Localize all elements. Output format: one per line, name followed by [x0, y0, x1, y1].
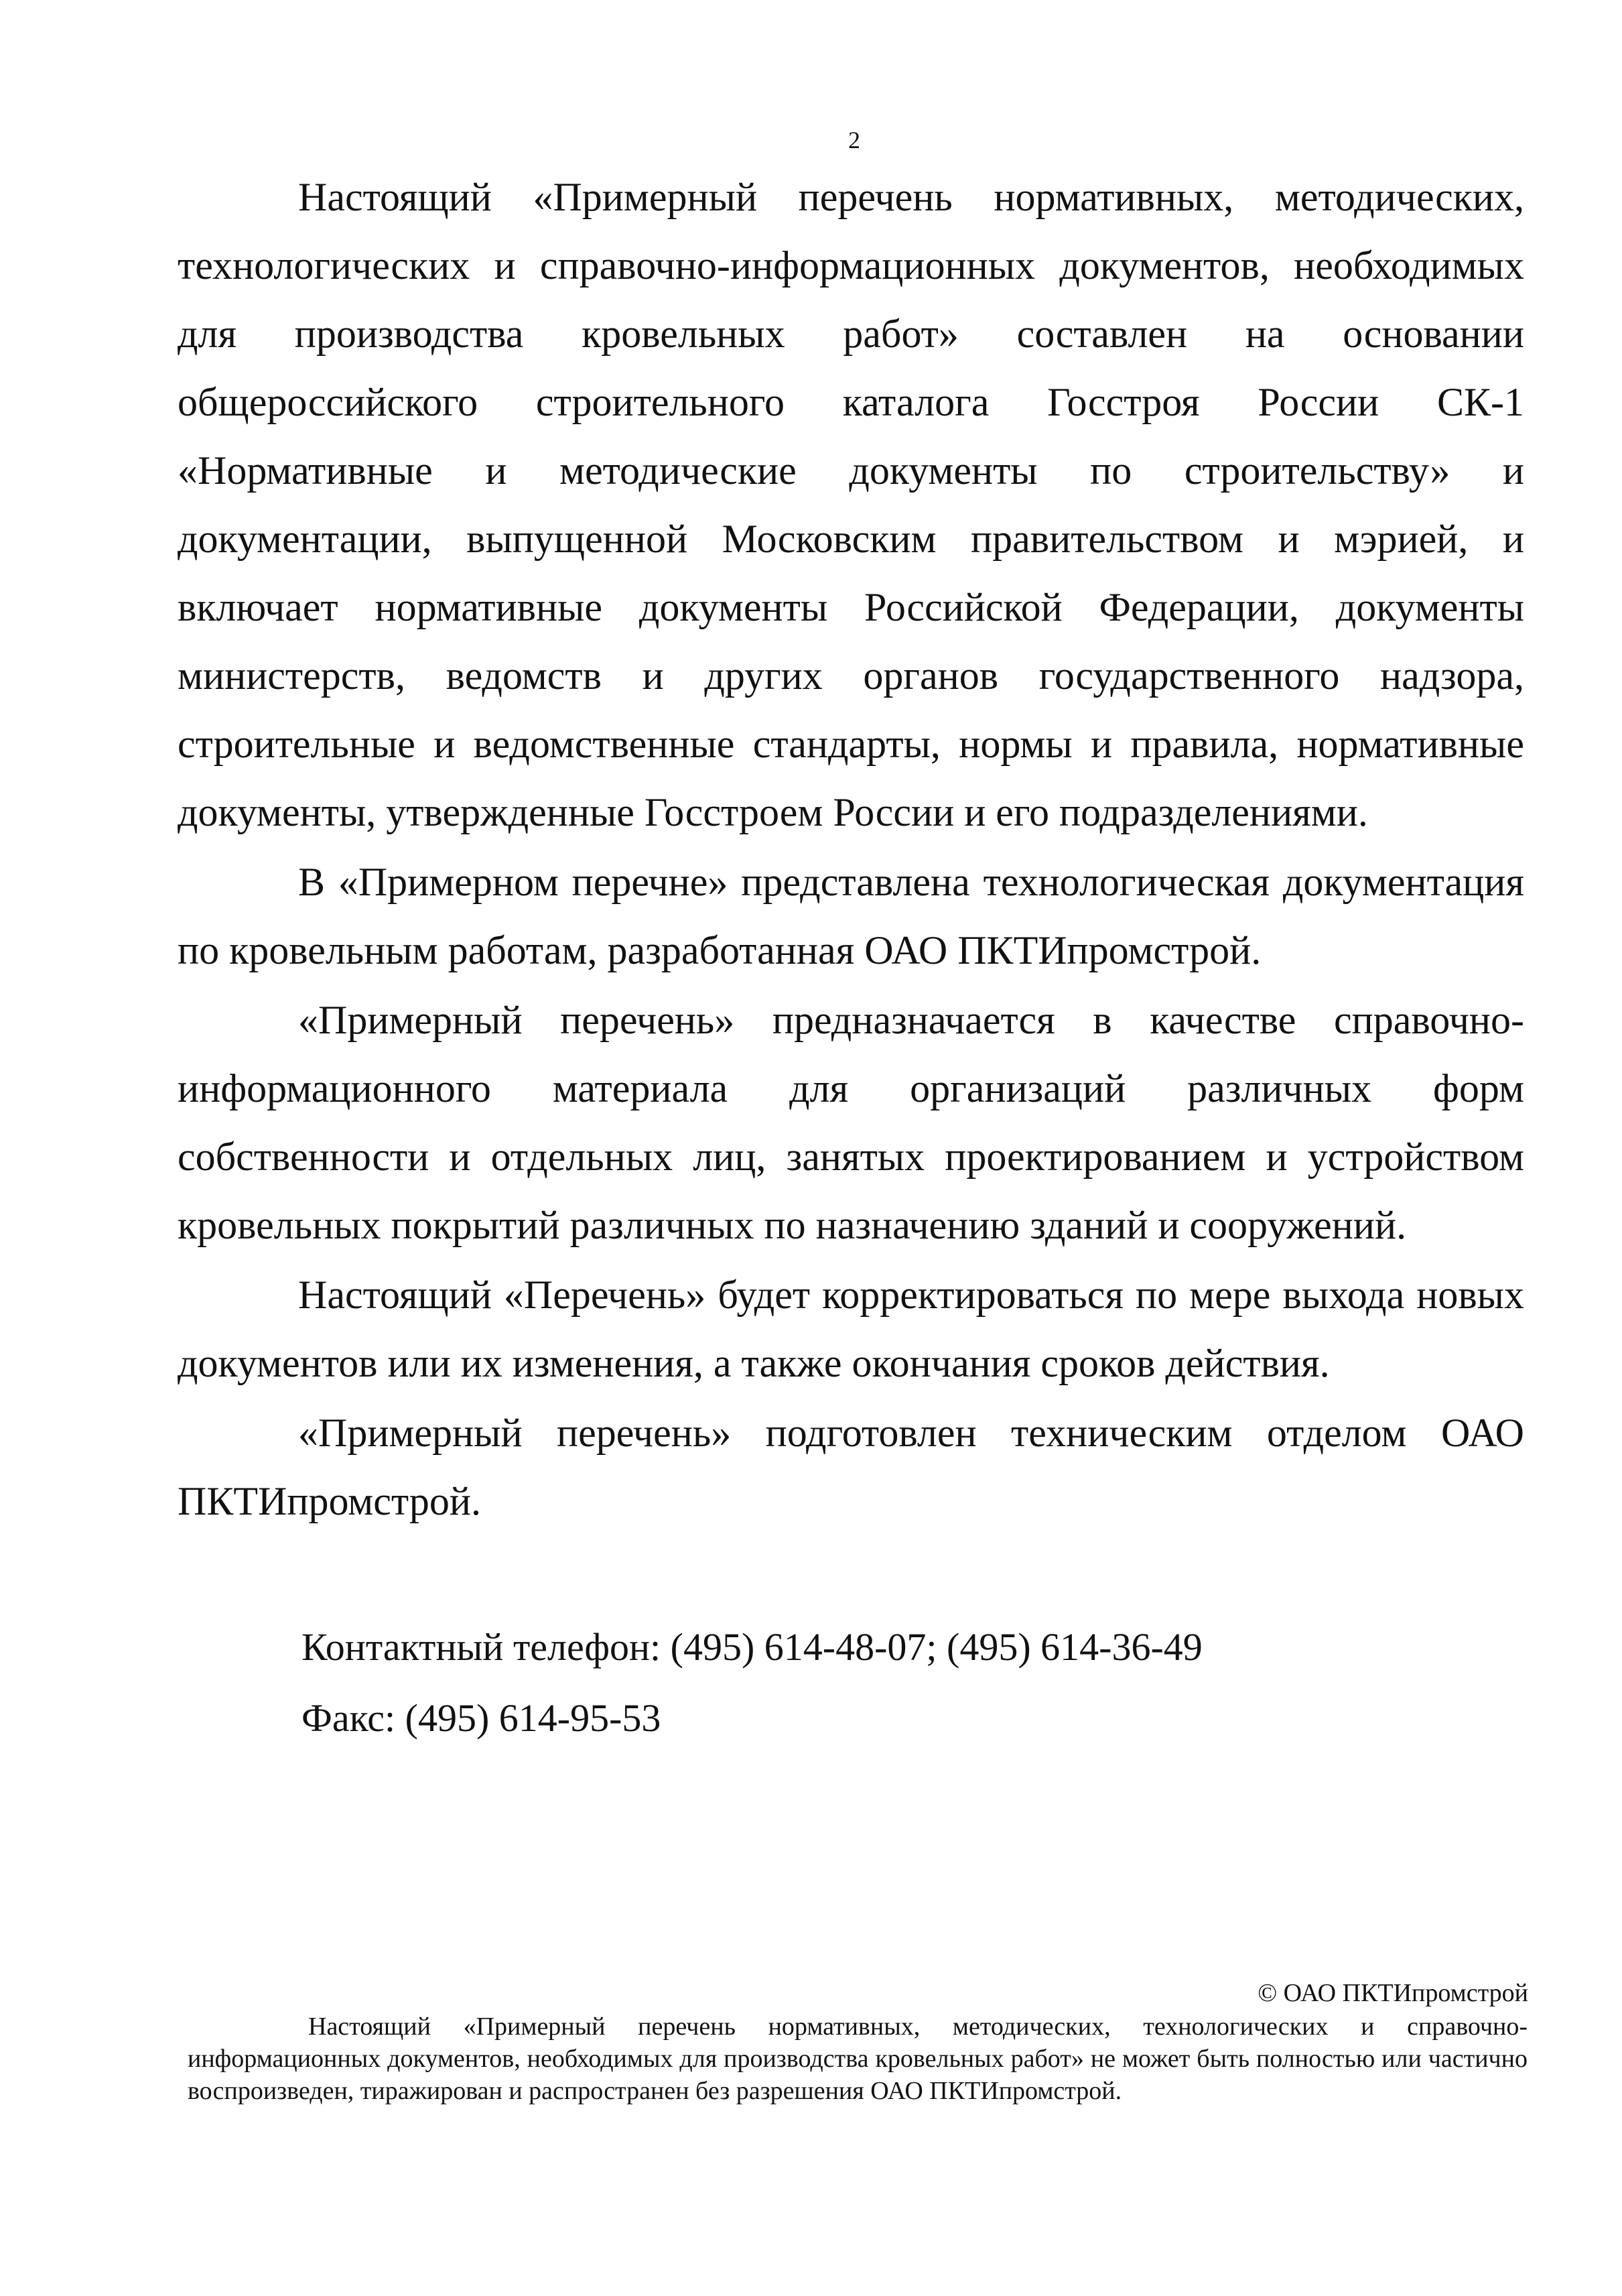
body-paragraph: «Примерный перечень» предназначается в качестве справочно-информационного материала для организаций различных форм собственности и отдельных лиц, занятых проектированием и устройством кровельных покрытий различных по назначению зданий и сооружений. — [178, 998, 1524, 1247]
contact-info — [301, 1612, 1203, 1754]
contact-phone: Контактный телефон: (495) 614-48-07; (495) 614-36-49 — [301, 1625, 1203, 1669]
body-paragraph: Настоящий «Перечень» будет корректироваться по мере выхода новых документов или их изменения, а также окончания сроков действия. — [178, 1273, 1524, 1385]
contact-fax: Факс: (495) 614-95-53 — [301, 1696, 661, 1740]
copyright-line: © ОАО ПКТИпромстрой — [1258, 1979, 1528, 2007]
document-body — [178, 163, 1524, 1535]
body-paragraph: «Примерный перечень» подготовлен техническим отделом ОАО ПКТИпромстрой. — [178, 1411, 1524, 1523]
body-paragraph: Настоящий «Примерный перечень нормативных, методических, технологических и справочно-информационных документов, необходимых для производства кровельных работ» составлен на основании общероссийского строительного каталога Госстроя России СК-1 «Нормативные и методические документы по строительству» и документации, выпущенной Московским правительством и мэрией, и включает нормативные документы Российской Федерации, документы министерств, ведомств и других органов государственного надзора, строительные и ведомственные стандарты, нормы и правила, нормативные документы, утвержденные Госстроем России и его подразделениями. — [178, 175, 1524, 834]
body-paragraph: В «Примерном перечне» представлена технологическая документация по кровельным работам, разработанная ОАО ПКТИпромстрой. — [178, 860, 1524, 972]
copyright-notice: Настоящий «Примерный перечень нормативных, методических, технологических и справочно-информационных документов, необходимых для производства кровельных работ» не может быть полностью или частично воспроизведен, тиражирован и распространен без разрешения ОАО ПКТИпромстрой. — [188, 2013, 1528, 2105]
page-number: 2 — [848, 127, 860, 153]
